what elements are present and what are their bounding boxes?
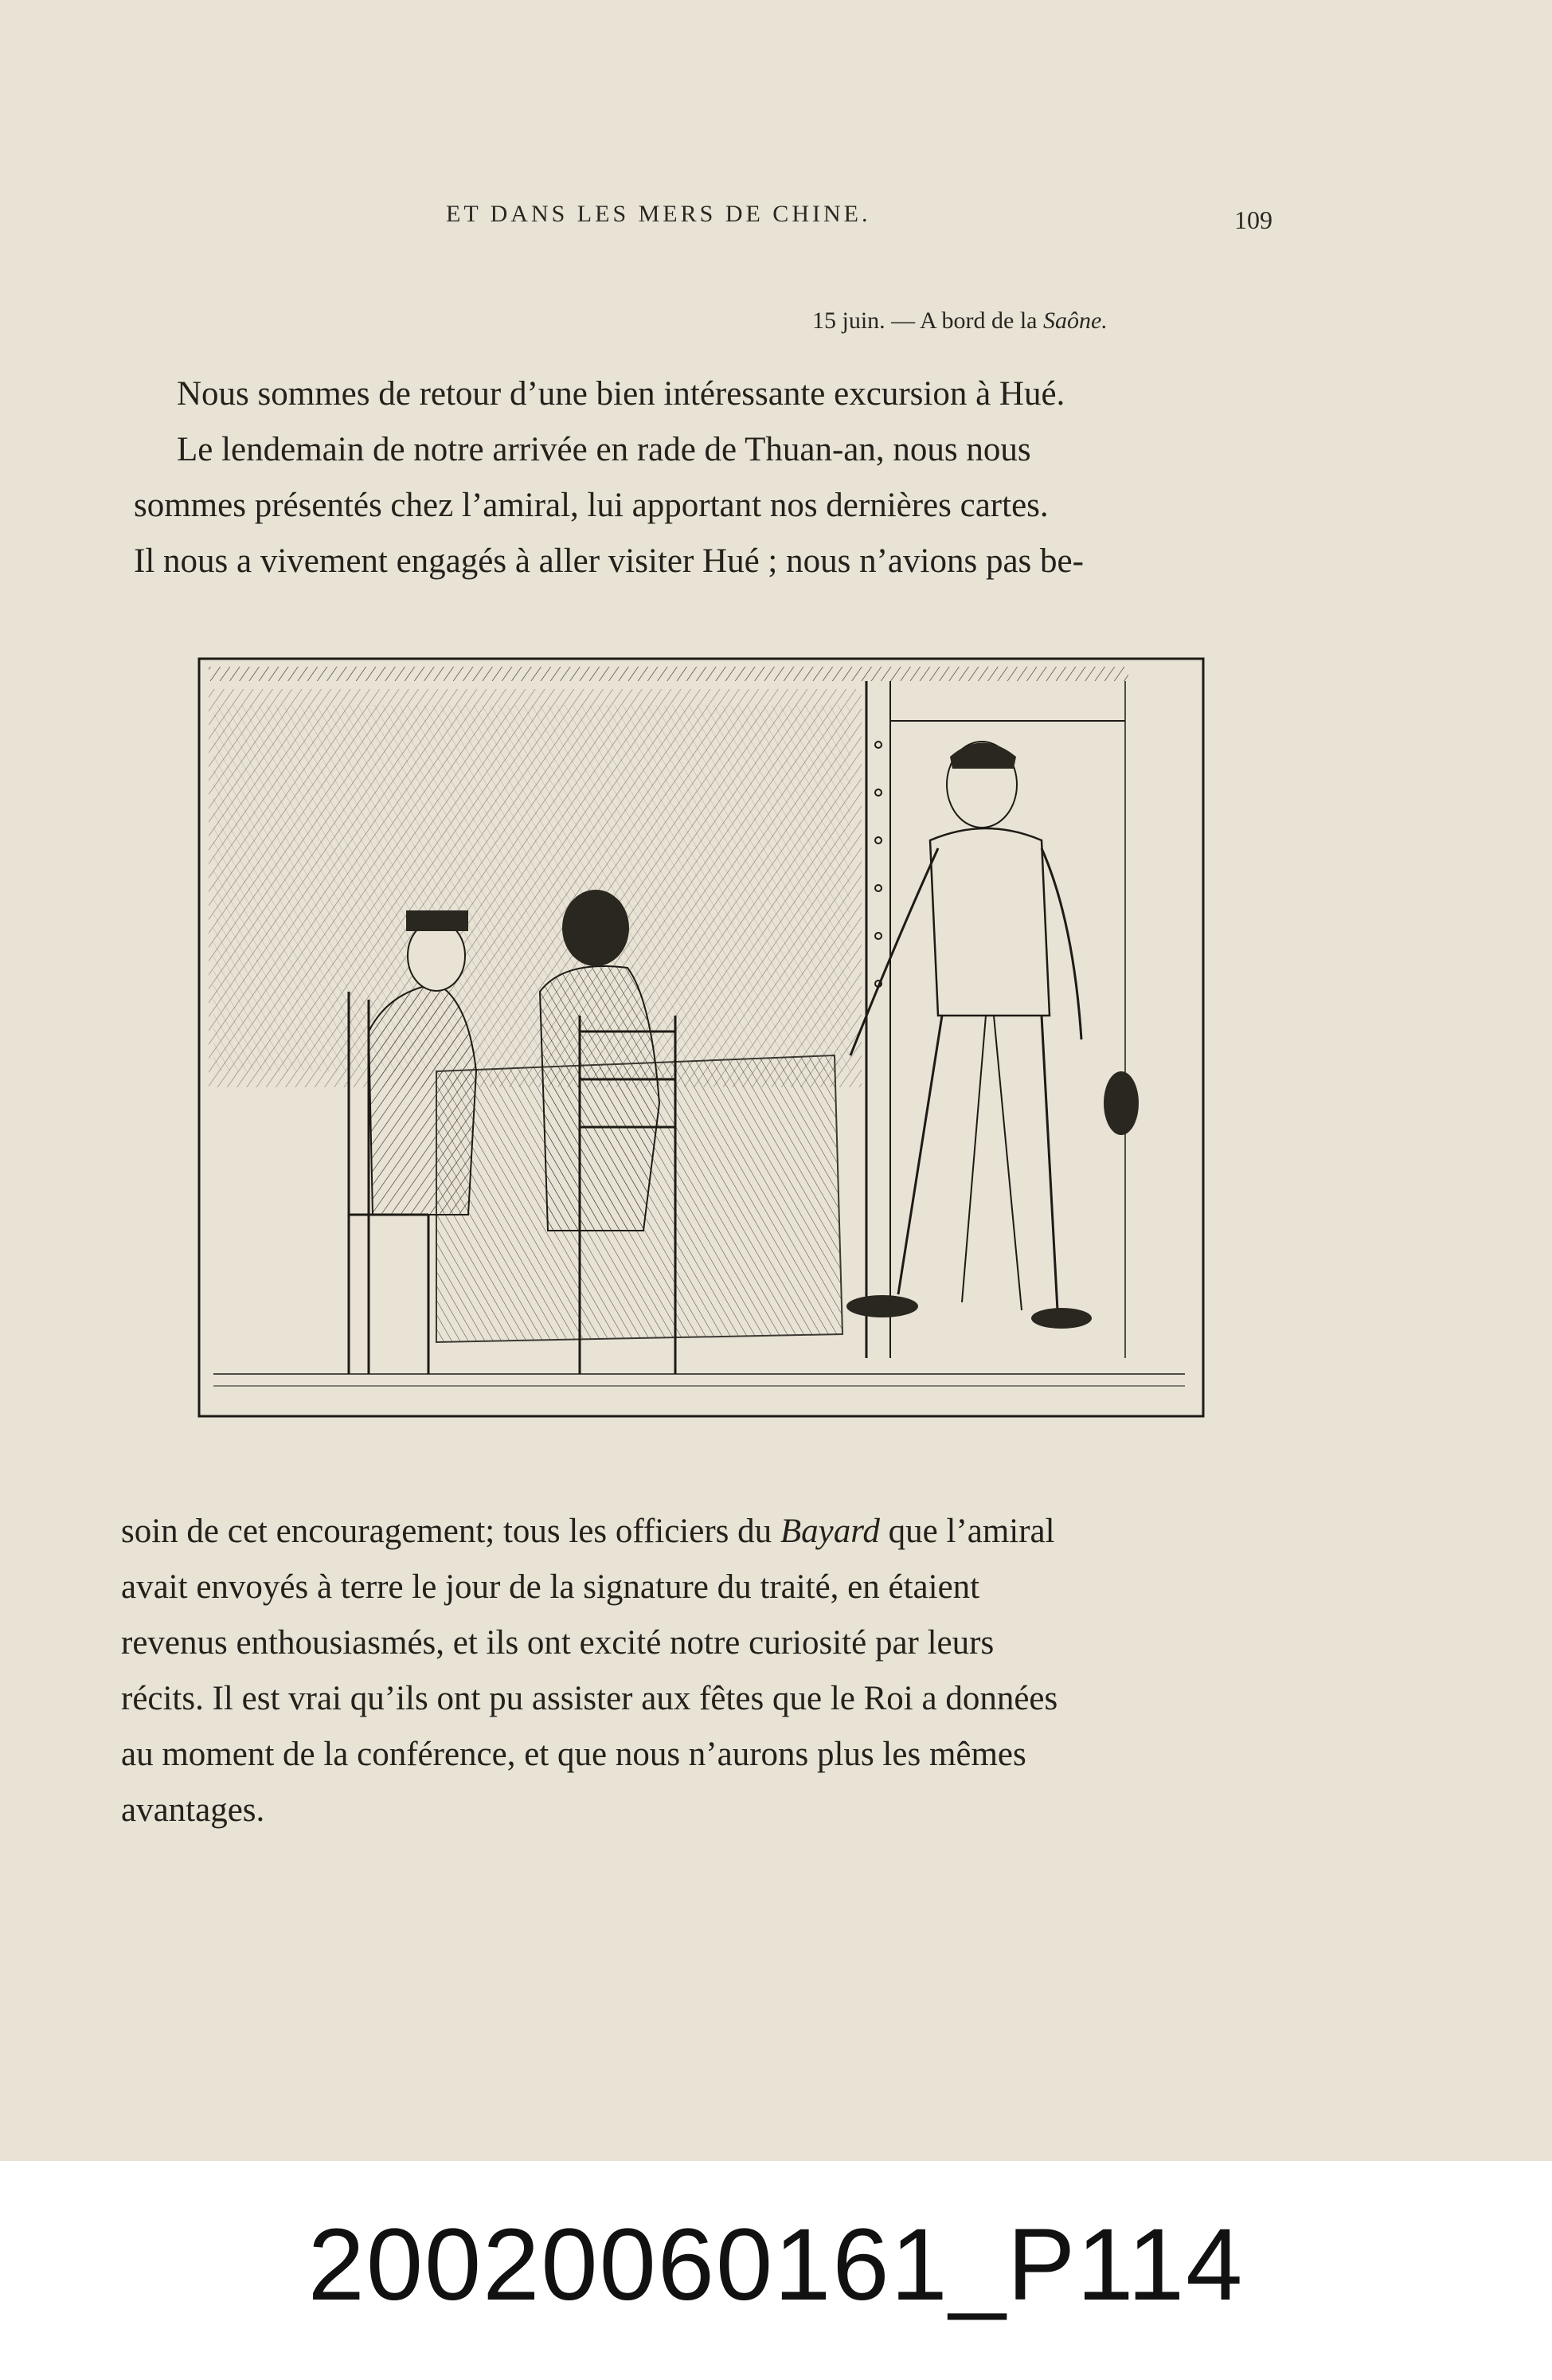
ship-name: Bayard bbox=[780, 1513, 880, 1550]
text-line: Il nous a vivement engagés à aller visiter Hué ; nous n’avions pas be- bbox=[134, 542, 1084, 580]
dateline-date: 15 juin. — A bord de la bbox=[812, 307, 1043, 334]
dateline-ship: Saône. bbox=[1042, 307, 1108, 334]
dateline bbox=[812, 307, 1108, 335]
text-line: au moment de la conférence, et que nous n’aurons plus les mêmes bbox=[121, 1736, 1026, 1773]
text-span: soin de cet encouragement; tous les officiers du bbox=[121, 1513, 780, 1550]
page-number: 109 bbox=[1234, 206, 1272, 234]
catalog-id: 20020060161_P114 bbox=[307, 2208, 1245, 2322]
running-head: ET DANS LES MERS DE CHINE. bbox=[446, 201, 871, 227]
text-line bbox=[121, 1512, 1055, 1551]
engraving-illustration bbox=[197, 657, 1205, 1418]
text-line: Le lendemain de notre arrivée en rade de Thuan-an, nous nous bbox=[177, 431, 1031, 468]
text-line: avait envoyés à terre le jour de la signature du traité, en étaient bbox=[121, 1568, 980, 1606]
text-line: sommes présentés chez l’amiral, lui apportant nos dernières cartes. bbox=[134, 487, 1049, 524]
text-line: Nous sommes de retour d’une bien intéressante excursion à Hué. bbox=[177, 375, 1065, 413]
text-span: que l’amiral bbox=[879, 1513, 1055, 1550]
text-line: récits. Il est vrai qu’ils ont pu assister aux fêtes que le Roi a données bbox=[121, 1680, 1058, 1717]
text-line: avantages. bbox=[121, 1791, 265, 1829]
text-line: revenus enthousiasmés, et ils ont excité notre curiosité par leurs bbox=[121, 1624, 995, 1662]
